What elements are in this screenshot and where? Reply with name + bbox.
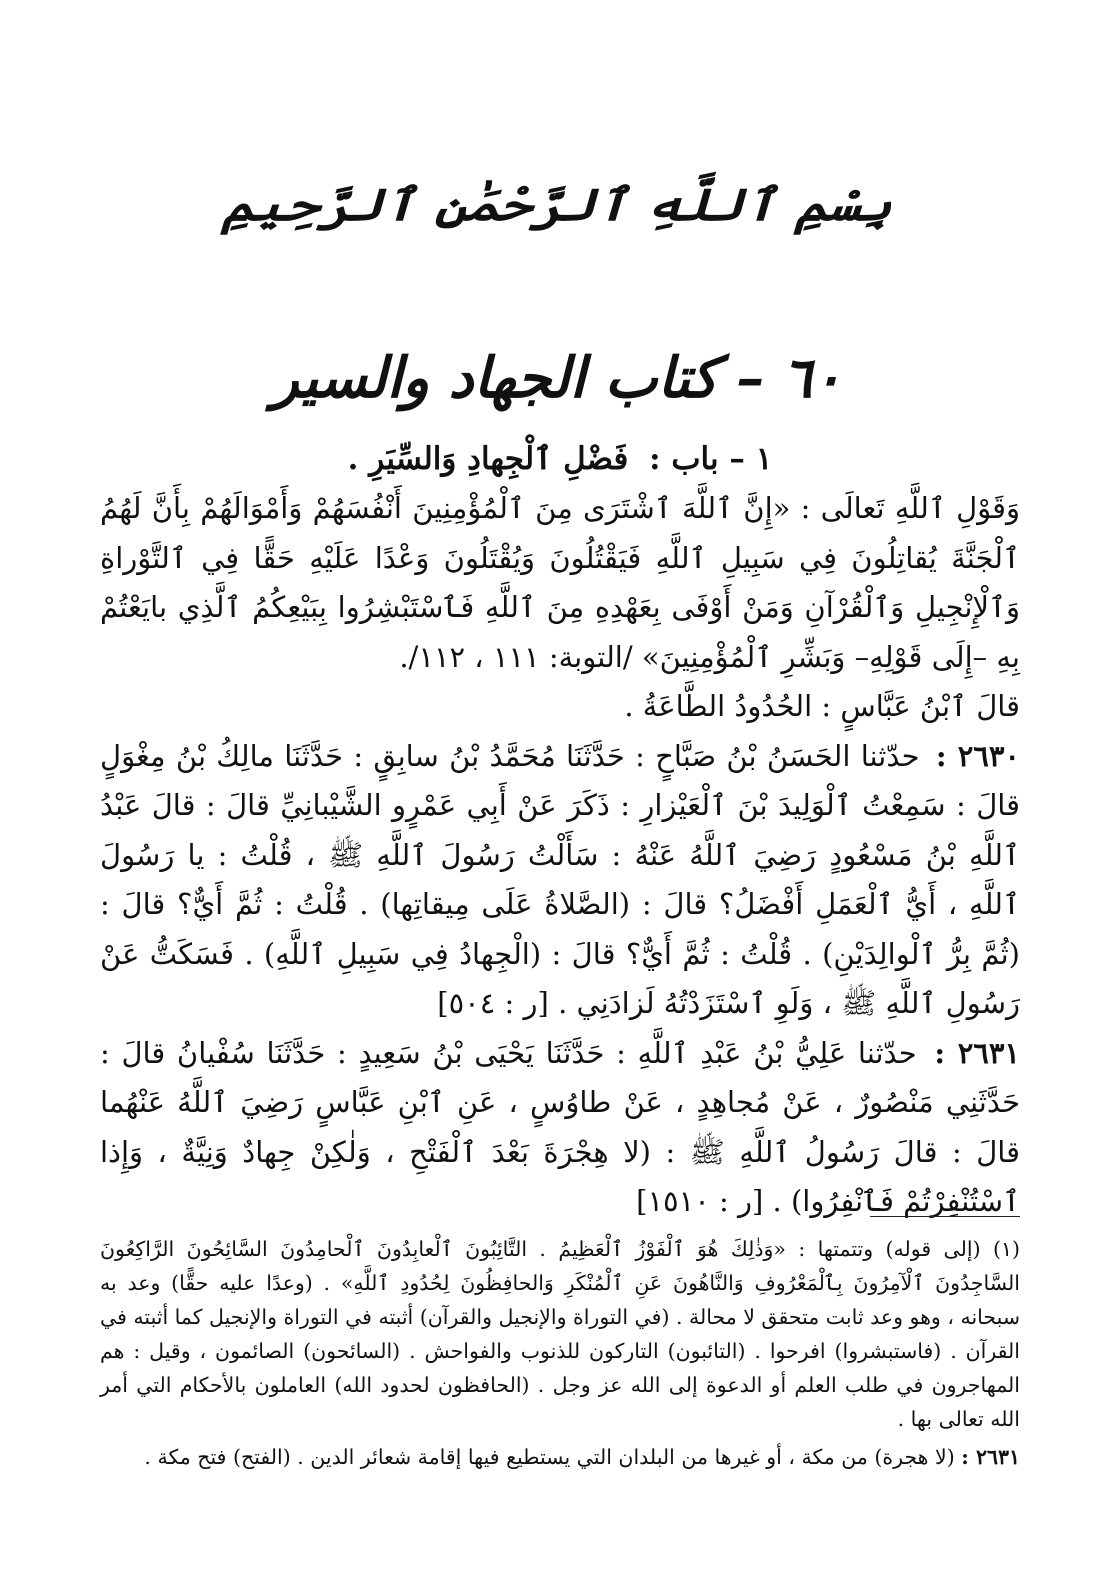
footnote-divider: [870, 1216, 1020, 1217]
footnote-hadith-number: ٢٦٣١ :: [961, 1445, 1020, 1469]
footnote-1: (١) (إلى قوله) وتتمتها : «وَذٰلِكَ هُوَ ٱلْفَوْزُ ٱلْعَظِيمُ . التَّائِبُونَ ٱلْعابِدُونَ ٱلْحامِدُونَ السَّائِحُونَ الرَّاكِعُونَ السَّاجِدُونَ ٱلْآمِرُونَ بِٱلْمَعْرُوفِ وَالنَّاهُونَ عَنِ ٱلْمُنْكَرِ وَالحافِظُونَ لِحُدُودِ ٱللَّهِ» . (وعدًا عليه حقًّا) وعد به سبحانه ، وهو وعد ثابت متحقق لا محالة . (في التوراة والإنجيل والقرآن) أثبته في التوراة والإنجيل كما أثبته في القرآن . (فاستبشروا) افرحوا . (التائبون) التاركون للذنوب والفواحش . (السائحون) الصائمون ، وقيل : هم المهاجرون في طلب العلم أو الدعوة إلى الله عز وجل . (الحافظون لحدود الله) العاملون بالأحكام التي أمر الله تعالى بها .: [99, 1237, 1020, 1431]
bab-heading: [100, 434, 1020, 484]
chapter-title-block: [272, 345, 843, 411]
hadith-text: حدّثنا عَلِيُّ بْنُ عَبْدِ ٱللَّهِ : حَدَّثَنَا يَحْيَى بْنُ سَعِيدٍ : حَدَّثَنَا سُفْيانُ قالَ : حَدَّثَنِي مَنْصُورٌ ، عَنْ مُجاهِدٍ ، عَنْ طاوُسٍ ، عَنِ ٱبْنِ عَبَّاسٍ رَضِيَ ٱللَّهُ عَنْهُما قالَ : قالَ رَسُولُ ٱللَّهِ ﷺ : (لا هِجْرَةَ بَعْدَ ٱلْفَتْحِ ، وَلٰكِنْ جِهادٌ وَنِيَّةٌ ، وَإِذا ٱسْتُنْفِرْتُمْ فَٱنْفِرُوا) .: [100, 1035, 1020, 1218]
hadith-2631: [100, 1029, 1020, 1227]
bab-title: فَضْلِ ٱلْجِهادِ وَالسِّيَرِ .: [347, 441, 629, 477]
hadith-text: حدّثنا الحَسَنُ بْنُ صَبَّاحٍ : حَدَّثَنَا مُحَمَّدُ بْنُ سابِقٍ : حَدَّثَنَا مالِكُ بْنُ مِغْوَلٍ قالَ : سَمِعْتُ ٱلْوَلِيدَ بْنَ ٱلْعَيْزارِ : ذَكَرَ عَنْ أَبِي عَمْرٍو الشَّيْبانِيِّ قالَ : قالَ عَبْدُ ٱللَّهِ بْنُ مَسْعُودٍ رَضِيَ ٱللَّهُ عَنْهُ : سَأَلْتُ رَسُولَ ٱللَّهِ ﷺ ، قُلْتُ : يا رَسُولَ ٱللَّهِ ، أَيُّ ٱلْعَمَلِ أَفْضَلُ؟ قالَ : (الصَّلاةُ عَلَى مِيقاتِها) . قُلْتُ : ثُمَّ أَيٌّ؟ قالَ : (ثُمَّ بِرُّ ٱلْوالِدَيْنِ) . قُلْتُ : ثُمَّ أَيٌّ؟ قالَ : (الْجِهادُ فِي سَبِيلِ ٱللَّهِ) . فَسَكَتُّ عَنْ رَسُولِ ٱللَّهِ ﷺ ، وَلَوِ ٱسْتَزَدْتُهُ لَزادَنِي .: [100, 738, 1020, 1020]
main-text: [100, 434, 1020, 1227]
hadith-ref: [ر : ١٥١٠]: [636, 1184, 764, 1218]
chapter-title: كتاب الجهاد والسير: [271, 345, 719, 411]
intro-paragraph: وَقَوْلِ ٱللَّهِ تَعالَى : «إِنَّ ٱللَّهَ ٱشْتَرَى مِنَ ٱلْمُؤْمِنِينَ أَنْفُسَهُمْ وَأَمْوَالَهُمْ بِأَنَّ لَهُمُ ٱلْجَنَّةَ يُقاتِلُونَ فِي سَبِيلِ ٱللَّهِ فَيَقْتُلُونَ وَيُقْتَلُونَ وَعْدًا عَلَيْهِ حَقًّا فِي ٱلتَّوْراةِ وَٱلْإِنْجِيلِ وَٱلْقُرْآنِ وَمَنْ أَوْفَى بِعَهْدِهِ مِنَ ٱللَّهِ فَٱسْتَبْشِرُوا بِبَيْعِكُمُ ٱلَّذِي بايَعْتُمْ بِهِ –إِلَى قَوْلِهِ– وَبَشِّرِ ٱلْمُؤْمِنِينَ» /التوبة: ١١١ ، ١١٢/.: [100, 491, 1020, 674]
hadith-number: ٢٦٣٠ :: [935, 738, 1020, 773]
footnotes: [100, 1232, 1020, 1474]
basmala-header: [0, 180, 1114, 231]
chapter-heading: [0, 345, 1114, 411]
hadith-ref: [ر : ٥٠٤]: [437, 986, 549, 1020]
footnote-text: (لا هجرة) من مكة ، أو غيرها من البلدان التي يستطيع فيها إقامة شعائر الدين . (الفتح) فتح مكة .: [144, 1445, 955, 1469]
basmala-calligraphy: بِسْمِ ٱللَّهِ ٱلرَّحْمَٰنِ ٱلرَّحِيمِ: [222, 180, 892, 231]
ibn-abbas-paragraph: قالَ ٱبْنُ عَبَّاسٍ : الحُدُودُ الطَّاعَةُ .: [624, 689, 1020, 723]
hadith-number: ٢٦٣١ :: [934, 1035, 1020, 1070]
chapter-number: ٦٠: [782, 345, 843, 411]
chapter-dash: –: [736, 345, 765, 411]
footnote-2631: [100, 1440, 1020, 1474]
bab-label: ١ – باب :: [649, 441, 773, 477]
hadith-2630: [100, 732, 1020, 1029]
